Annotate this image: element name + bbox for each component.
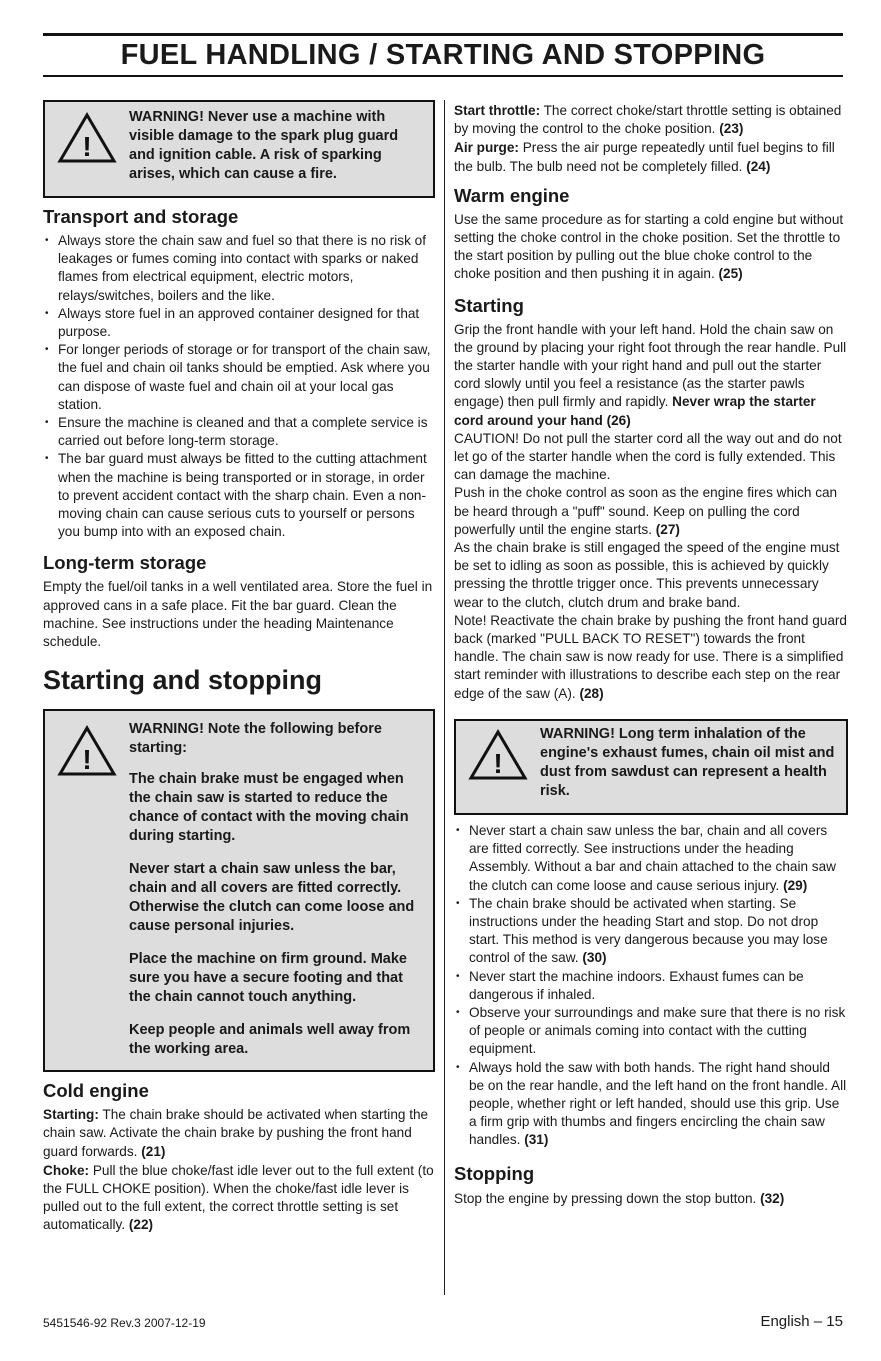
left-column <box>43 100 435 1235</box>
list-item: • Never start the machine indoors. Exhaust fumes can be dangerous if inhaled. <box>454 968 848 1004</box>
cold-starting: Starting: The chain brake should be activated when starting the chain saw. Activate the chain brake by pushing the front hand guard forwards. (21) <box>43 1107 429 1159</box>
warning-box-before-starting <box>43 709 435 1072</box>
stopping-text: Stop the engine by pressing down the stop button. (32) <box>454 1190 785 1206</box>
list-item: • Never start a chain saw unless the bar, chain and all covers are fitted correctly. See instructions under the heading Assembly. Without a bar and chain attached to the chain saw the clutch can come loose and cause serious injury. (29) <box>454 822 848 895</box>
list-item: • The chain brake should be activated when starting. Se instructions under the heading Start and stop. Do not drop start. This method is very dangerous because you may lose control of the saw. (30) <box>454 895 848 968</box>
label: Choke: <box>43 1162 90 1178</box>
starting-p5: Note! Reactivate the chain brake by pushing the front hand guard back (marked "PULL BACK TO RESET") towards the front handle. The chain saw is now ready for use. There is a simplified start reminder with illustrations to describe each step on the rear edge of the saw (A). (28) <box>454 612 847 701</box>
warning-line: WARNING! Note the following before starting: <box>129 721 382 757</box>
figure-ref: (26) <box>606 412 631 428</box>
warning-box-inhalation <box>454 719 848 815</box>
figure-ref: (21) <box>141 1143 166 1159</box>
figure-ref: (31) <box>524 1132 549 1148</box>
warning-triangle-icon <box>57 725 117 782</box>
transport-list <box>43 232 435 541</box>
svg-text:!: ! <box>82 131 92 162</box>
page-title: FUEL HANDLING / STARTING AND STOPPING <box>120 39 766 71</box>
warm-text: Use the same procedure as for starting a cold engine but without setting the choke control in the choke position. Set the throttle to the start position by pulling out the blue choke control to the choke position and then pushing it in again. (25) <box>454 211 844 282</box>
label: Air purge: <box>454 140 519 156</box>
svg-text:!: ! <box>493 747 503 779</box>
list-item: • Always store fuel in an approved container designed for that purpose. <box>43 305 435 341</box>
heading-starting: Starting <box>454 294 524 316</box>
footer-page-number: English – 15 <box>760 1313 843 1330</box>
warning-triangle-icon <box>57 112 117 169</box>
figure-ref: (32) <box>760 1190 785 1206</box>
warning-text: WARNING! Never use a machine with visible damage to the spark plug guard and ignition cable. A risk of sparking arises, which can cause a fire. <box>129 109 399 182</box>
list-item: • Always hold the saw with both hands. The right hand should be on the rear handle, and the left hand on the front handle. All people, whether right or left handed, should use this grip. Use a firm grip with thumbs and fingers encircling the chain saw handles. (31) <box>454 1059 848 1150</box>
list-item: • Always store the chain saw and fuel so that there is no risk of leakages or fumes coming into contact with sparks or naked flames from electrical equipment, electric motors, relays/switches, boilers and the like. <box>43 232 435 305</box>
figure-ref: (22) <box>128 1217 154 1233</box>
footer-doc-number: 5451546-92 Rev.3 2007-12-19 <box>43 1316 206 1330</box>
heading-longterm: Long-term storage <box>43 552 207 574</box>
svg-text:!: ! <box>82 744 92 776</box>
list-item: • Ensure the machine is cleaned and that a complete service is carried out before long-term storage. <box>43 414 435 450</box>
figure-ref: (25) <box>718 266 743 282</box>
figure-ref: (24) <box>746 158 771 174</box>
figure-ref: (29) <box>783 877 808 893</box>
figure-ref: (27) <box>655 521 680 537</box>
starting-p1: Grip the front handle with your left hand. Hold the chain saw on the ground by placing your right foot through the rear handle. Pull the starter handle with your right hand and pull out the starter cord slowly until you feel a resistance (as the starter pawls engage) then pull firmly and rapidly. Never wrap the starter cord around your hand (26) <box>454 321 847 428</box>
heading-starting-stopping: Starting and stopping <box>43 665 322 696</box>
list-item: • The bar guard must always be fitted to the cutting attachment when the machine is being transported or in storage, in order to prevent accident contact with the sharp chain. Even a non-moving chain can cause serious cuts to yourself or persons you bump into with an exposed chain. <box>43 450 435 541</box>
title-underline <box>43 75 843 77</box>
warning-triangle-icon <box>468 729 528 786</box>
air-purge: Air purge: Press the air purge repeatedly until fuel begins to fill the bulb. The bulb need not be completely filled. (24) <box>454 140 835 174</box>
warning-text <box>129 711 433 1079</box>
warning-line: Place the machine on firm ground. Make sure you have a secure footing and that the chain cannot touch anything. <box>129 951 407 1006</box>
warning-line: The chain brake must be engaged when the chain saw is started to reduce the chance of contact with the moving chain during starting. <box>129 771 409 845</box>
heading-cold-engine: Cold engine <box>43 1080 149 1102</box>
heading-transport: Transport and storage <box>43 206 239 227</box>
starting-p2: CAUTION! Do not pull the starter cord all the way out and do not let go of the starter handle when the cord is fully extended. This can damage the machine. <box>454 430 842 483</box>
list-item: • Observe your surroundings and make sure that there is no risk of people or animals coming into contact with the cutting equipment. <box>454 1004 848 1059</box>
warning-box-spark <box>43 100 435 198</box>
heading-warm-engine: Warm engine <box>454 184 570 206</box>
warning-text: WARNING! Long term inhalation of the engine's exhaust fumes, chain oil mist and dust from sawdust can represent a health risk. <box>540 725 835 799</box>
start-throttle: Start throttle: The correct choke/start throttle setting is obtained by moving the control to the choke position. (23) <box>454 103 842 137</box>
starting-p4: As the chain brake is still engaged the speed of the engine must be set to idling as soon as possible, this is achieved by quickly pressing the throttle trigger once. This prevents unnecessary wear to the clutch, clutch drum and brake band. <box>454 540 840 610</box>
figure-ref: (28) <box>579 685 604 701</box>
warning-line: Never start a chain saw unless the bar, chain and all covers are fitted correctly. Otherwise the clutch can come loose and cause personal injuries. <box>129 861 415 935</box>
column-divider <box>444 100 445 1295</box>
right-column <box>454 102 848 1208</box>
safety-list <box>454 822 848 1150</box>
longterm-text: Empty the fuel/oil tanks in a well ventilated area. Store the fuel in approved cans in a safe place. Fit the bar guard. Clean the machine. See instructions under the heading Maintenance schedule. <box>43 579 433 650</box>
heading-stopping: Stopping <box>454 1162 535 1184</box>
list-item: • For longer periods of storage or for transport of the chain saw, the fuel and chain oil tanks should be emptied. Ask where you can dispose of waste fuel and chain oil at your local gas station. <box>43 341 435 414</box>
starting-p3: Push in the choke control as soon as the engine fires which can be heard through a "puff" sound. Keep on pulling the cord powerfully until the engine starts. (27) <box>454 485 838 537</box>
label: Start throttle: <box>454 103 541 118</box>
figure-ref: (23) <box>719 121 744 137</box>
warning-line: Keep people and animals well away from the working area. <box>129 1022 411 1058</box>
cold-choke: Choke: Pull the blue choke/fast idle lever out to the full extent (to the FULL CHOKE position). When the choke/fast idle lever is pulled out to the full extent, the correct throttle setting is set automatically. (22) <box>43 1162 434 1233</box>
label: Starting: <box>43 1107 99 1123</box>
figure-ref: (30) <box>582 950 607 966</box>
